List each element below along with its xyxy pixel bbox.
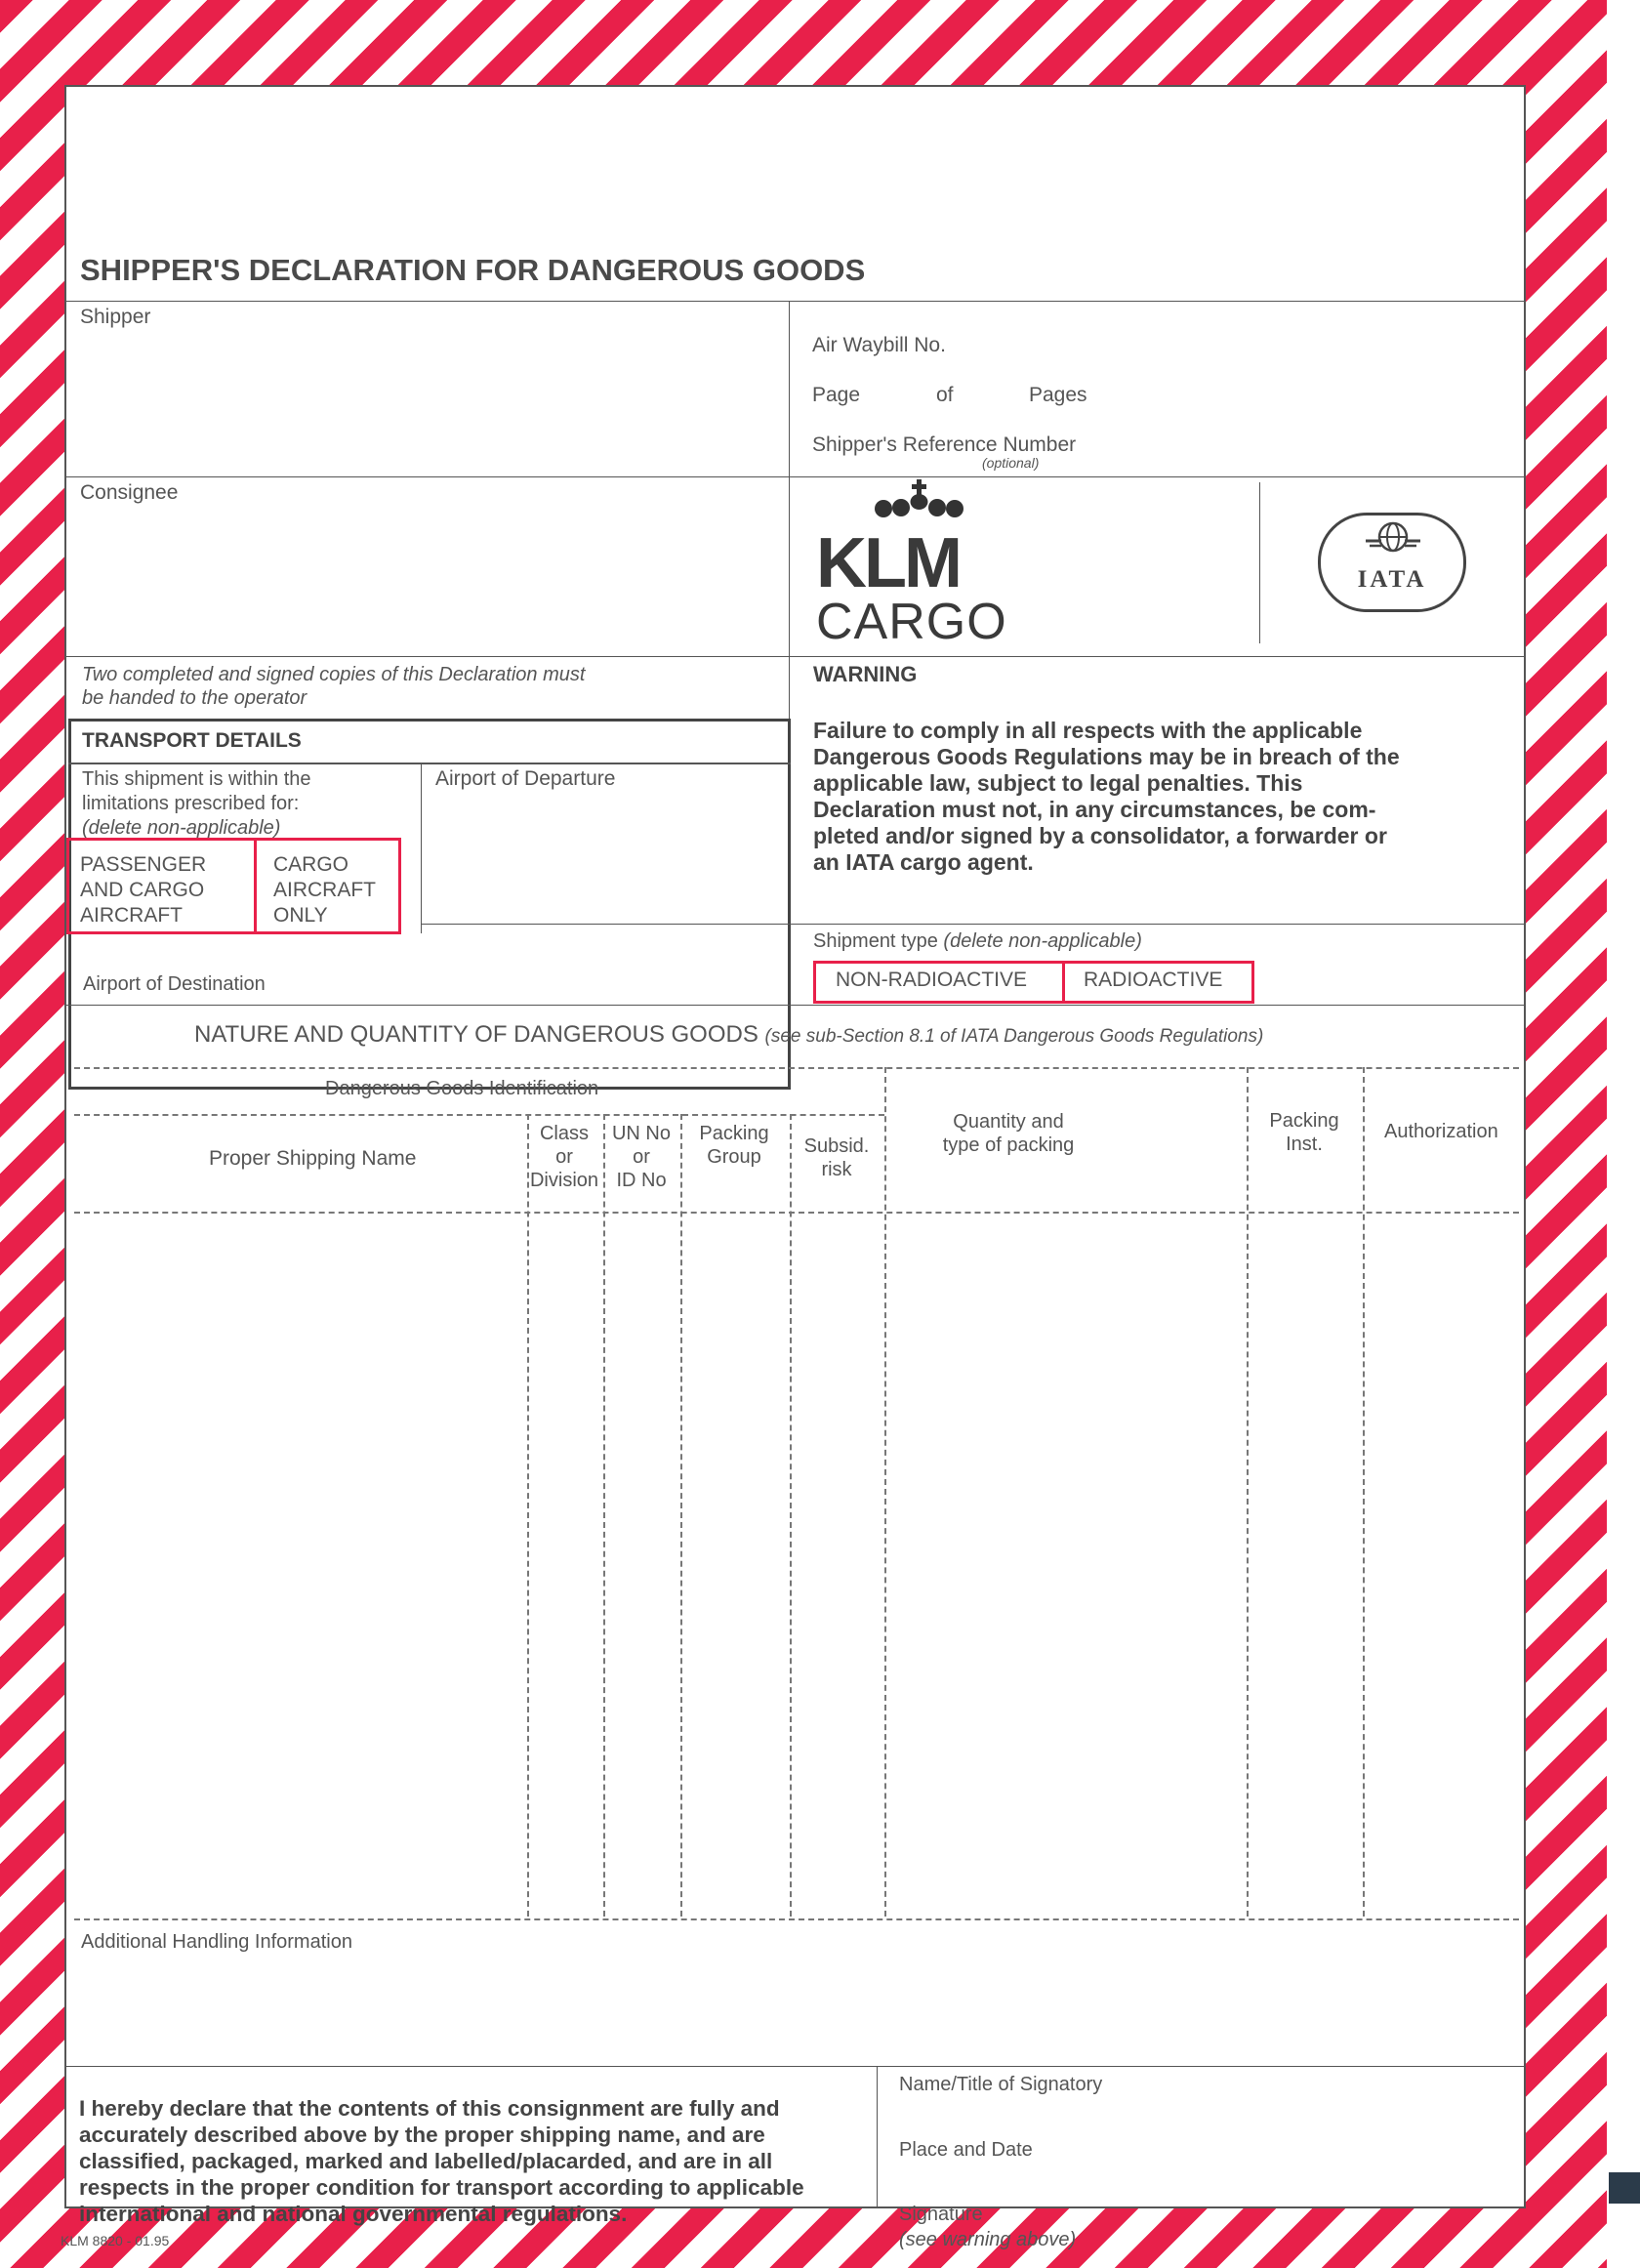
dangerous-goods-entry-area[interactable] xyxy=(74,1216,1519,1915)
globe-icon xyxy=(1364,519,1422,558)
radioactive-option[interactable]: RADIOACTIVE xyxy=(1084,969,1223,991)
divider xyxy=(1259,482,1260,643)
divider xyxy=(66,476,1526,477)
divider xyxy=(789,924,1526,925)
delete-non-applicable-note: (delete non-applicable) xyxy=(82,817,281,839)
divider xyxy=(877,2066,878,2208)
warning-line: Declaration must not, in any circumstances, be com- xyxy=(813,797,1376,822)
iata-logo-text: IATA xyxy=(1357,566,1427,593)
copies-note: be handed to the operator xyxy=(82,687,308,709)
iata-logo xyxy=(1318,513,1466,612)
copies-note: Two completed and signed copies of this Declaration must xyxy=(82,664,586,685)
divider xyxy=(421,924,791,925)
scan-edge-mark xyxy=(1609,2172,1640,2204)
shipment-type-label: Shipment type (delete non-applicable) xyxy=(813,930,1142,952)
dg-identification-header: Dangerous Goods Identification xyxy=(325,1078,599,1099)
divider xyxy=(1062,961,1065,1004)
transport-details-heading: TRANSPORT DETAILS xyxy=(82,729,302,752)
place-date-field[interactable] xyxy=(899,2164,1504,2193)
nature-quantity-heading: NATURE AND QUANTITY OF DANGEROUS GOODS (see sub-Section 8.1 of IATA Dangerous Goods Regulations) xyxy=(194,1021,1264,1048)
declaration-statement: I hereby declare that the contents of this consignment are fully and accurately described above by the proper shipping name, and are classified, packaged, marked and labelled/placarded, and are in all respects in the proper condition for transport according to applicable international and national governmental regulations. xyxy=(79,2096,804,2226)
form-code: KLM 8820 - 01.95 xyxy=(61,2233,170,2248)
divider xyxy=(68,763,791,764)
klm-crown-icon xyxy=(867,477,974,526)
additional-handling-label: Additional Handling Information xyxy=(81,1931,352,1953)
warning-line: an IATA cargo agent. xyxy=(813,849,1034,875)
place-date-label: Place and Date xyxy=(899,2139,1033,2161)
col-quantity-type-packing: Quantity and type of packing xyxy=(942,1111,1075,1156)
pages-label: Pages xyxy=(1029,384,1087,406)
klm-logo-text: KLM xyxy=(816,524,960,602)
warning-line: Dangerous Goods Regulations may be in breach of the xyxy=(813,744,1400,769)
col-class-division: Class or Division xyxy=(529,1123,599,1191)
name-title-signatory-label: Name/Title of Signatory xyxy=(899,2074,1103,2095)
shipper-field[interactable] xyxy=(80,331,763,458)
table-dashed-line xyxy=(74,1918,1519,1920)
divider xyxy=(66,301,1526,302)
consignee-field[interactable] xyxy=(80,507,763,643)
divider xyxy=(254,838,257,934)
optional-label: (optional) xyxy=(982,455,1040,471)
airport-destination-label: Airport of Destination xyxy=(83,973,266,995)
col-packing-group: Packing Group xyxy=(699,1123,769,1168)
cargo-logo-text: CARGO xyxy=(816,594,1007,650)
of-label: of xyxy=(936,384,954,406)
warning-line: pleted and/or signed by a consolidator, a forwarder or xyxy=(813,823,1387,848)
warning-heading: WARNING xyxy=(813,662,918,686)
consignee-label: Consignee xyxy=(80,481,179,504)
page-label: Page xyxy=(812,384,861,406)
signature-label: Signature xyxy=(899,2204,983,2225)
airport-departure-label: Airport of Departure xyxy=(435,767,616,790)
additional-handling-field[interactable] xyxy=(81,1957,1506,2054)
warning-line: applicable law, subject to legal penalties. This xyxy=(813,770,1303,796)
col-packing-inst: Packing Inst. xyxy=(1269,1110,1339,1155)
cargo-aircraft-only-option[interactable]: CARGO AIRCRAFT ONLY xyxy=(273,853,376,927)
col-authorization: Authorization xyxy=(1384,1121,1498,1142)
warning-text xyxy=(813,718,1428,876)
col-proper-shipping-name: Proper Shipping Name xyxy=(209,1147,417,1170)
divider xyxy=(421,763,422,933)
warning-line: Failure to comply in all respects with the applicable xyxy=(813,718,1363,743)
table-dashed-line xyxy=(74,1114,884,1116)
divider xyxy=(66,656,1526,657)
col-un-id-no: UN No or ID No xyxy=(611,1123,671,1191)
shipper-reference-label: Shipper's Reference Number xyxy=(812,433,1077,456)
name-title-signatory-field[interactable] xyxy=(899,2098,1504,2127)
airport-departure-field[interactable] xyxy=(435,792,777,928)
table-dashed-line xyxy=(74,1212,1519,1214)
page-edge xyxy=(1607,0,1640,2268)
non-radioactive-option[interactable]: NON-RADIOACTIVE xyxy=(836,969,1028,991)
divider xyxy=(66,1005,1526,1006)
page-title: SHIPPER'S DECLARATION FOR DANGEROUS GOODS xyxy=(80,253,866,287)
signature-note: (see warning above) xyxy=(899,2229,1077,2250)
limitations-text: This shipment is within the xyxy=(82,768,311,790)
shipper-label: Shipper xyxy=(80,306,151,328)
divider xyxy=(66,2066,1526,2067)
table-dashed-line xyxy=(74,1067,1519,1069)
air-waybill-label: Air Waybill No. xyxy=(812,334,946,356)
limitations-text: limitations prescribed for: xyxy=(82,793,300,814)
passenger-cargo-aircraft-option[interactable]: PASSENGER AND CARGO AIRCRAFT xyxy=(80,853,207,927)
col-subsidiary-risk: Subsid. risk xyxy=(803,1135,870,1180)
